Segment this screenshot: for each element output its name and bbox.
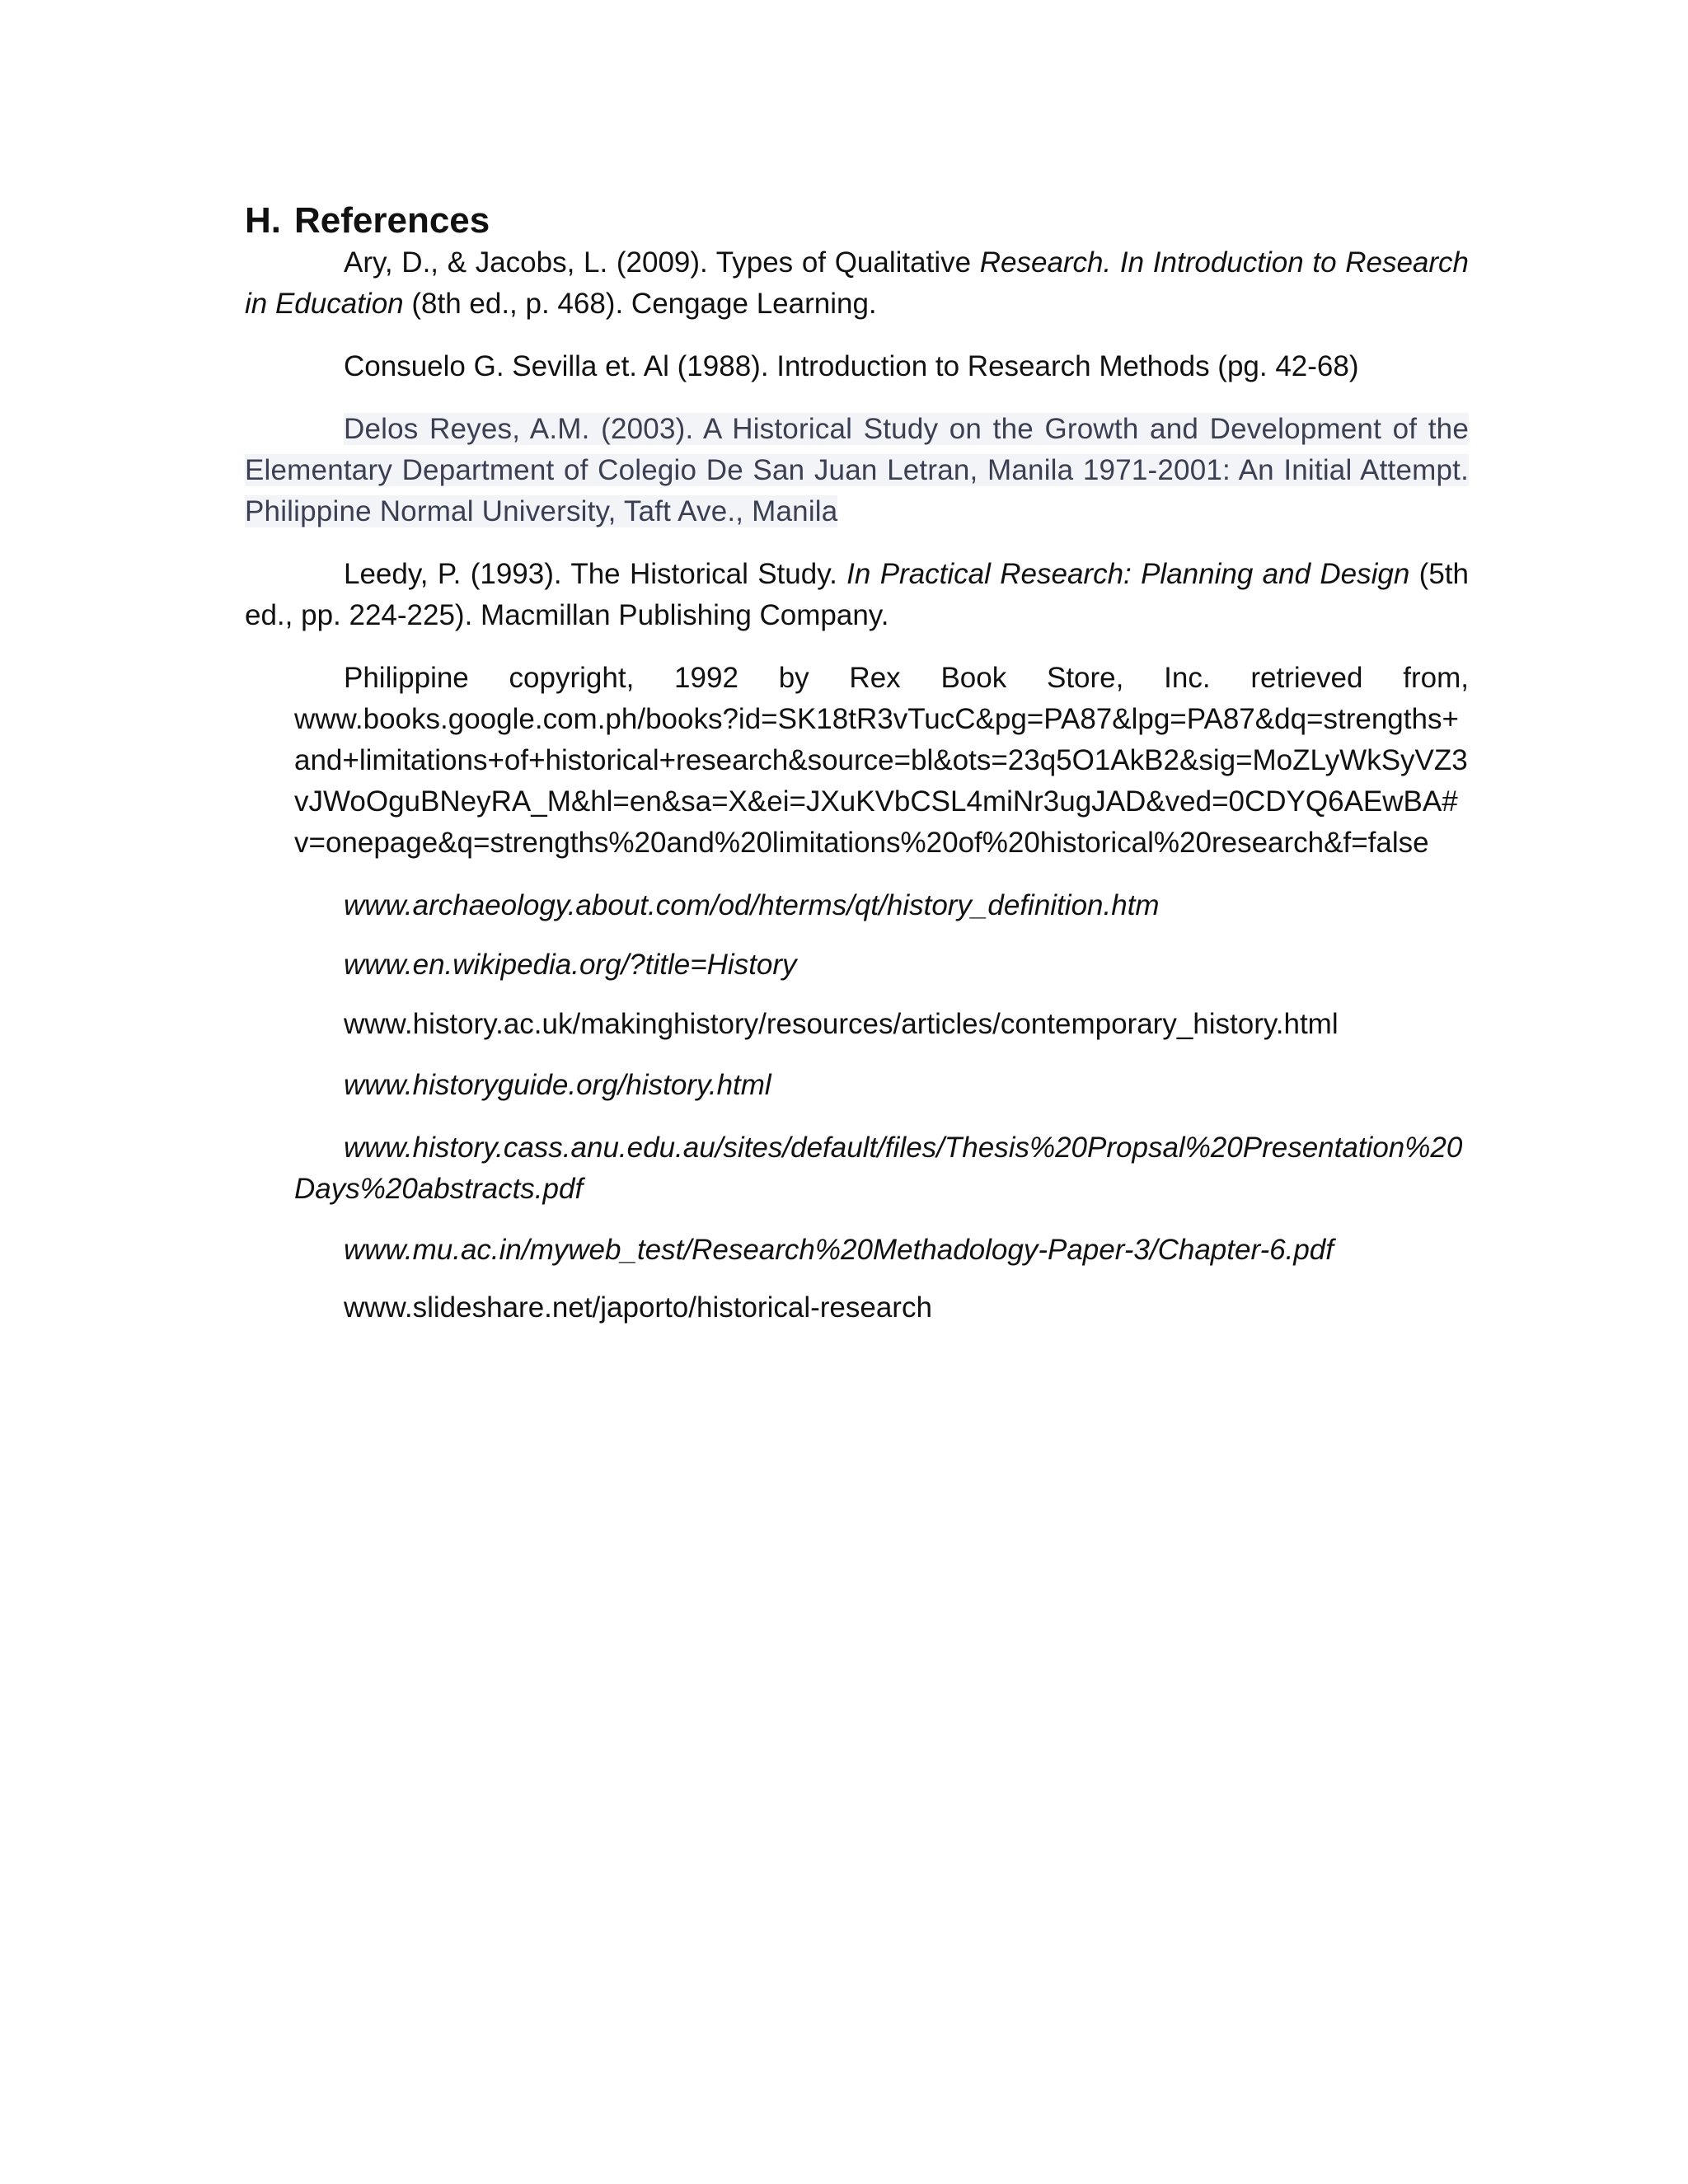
wikipedia-link[interactable]: www.en.wikipedia.org/?title=History	[344, 949, 797, 981]
archaeology-link[interactable]: www.archaeology.about.com/od/hterms/qt/history_definition.htm	[344, 889, 1160, 921]
history-ac-uk-link[interactable]: www.history.ac.uk/makinghistory/resources/articles/contemporary_history.html	[344, 1008, 1339, 1040]
reference-delos-reyes	[245, 409, 1469, 532]
slideshare-link[interactable]: www.slideshare.net/japorto/historical-research	[344, 1291, 932, 1324]
reference-ary-title: Research. In Introduction to Research in Education	[245, 246, 1469, 320]
mu-ac-in-link[interactable]: www.mu.ac.in/myweb_test/Research%20Methadology-Paper-3/Chapter-6.pdf	[344, 1234, 1334, 1266]
google-books-link[interactable]: www.books.google.com.ph/books?id=SK18tR3vTucC&pg=PA87&lpg=PA87&dq=strengths+and+limitations+of+historical+research&source=bl&ots=23q5O1AkB2&sig=MoZLyWkSyVZ3vJWoOguBNeyRA_M&hl=en&sa=X&ei=JXuKVbCSL4miNr3ugJAD&ved=0CDYQ6AEwBA#v=onepage&q=strengths%20and%20limitations%20of%20historical%20research&f=false	[294, 703, 1468, 859]
reference-ary	[245, 242, 1469, 325]
section-title: References	[294, 200, 490, 241]
reference-philippine-copyright	[245, 658, 1469, 864]
reference-leedy-title: In Practical Research: Planning and Design	[846, 558, 1410, 590]
section-heading	[245, 198, 1469, 244]
reference-leedy-text: Leedy, P. (1993). The Historical Study.	[344, 558, 847, 590]
anu-thesis-link[interactable]: www.history.cass.anu.edu.au/sites/default/files/Thesis%20Propsal%20Presentation%20Days%20abstracts.pdf	[294, 1132, 1463, 1205]
highlighted-reference-text: Delos Reyes, A.M. (2003). A Historical Study on the Growth and Development of the Elementary Department of Colegio De San Juan Letran, Manila 1971-2001: An Initial Attempt. Philippine Normal University, Taft Ave., Manila	[245, 413, 1469, 527]
references-section	[245, 198, 1469, 1352]
historyguide-link[interactable]: www.historyguide.org/history.html	[344, 1069, 771, 1101]
reference-sevilla: Consuelo G. Sevilla et. Al (1988). Introduction to Research Methods (pg. 42-68)	[344, 350, 1359, 382]
reference-leedy	[245, 554, 1469, 636]
section-number: H.	[245, 200, 281, 241]
reference-ary-text: Ary, D., & Jacobs, L. (2009). Types of Qualitative	[344, 246, 980, 279]
reference-leedy-publisher: (5th ed., pp. 224-225). Macmillan Publishing Company.	[245, 558, 1469, 631]
reference-philippine-text: Philippine copyright, 1992 by Rex Book Store, Inc. retrieved from,	[344, 662, 1469, 694]
reference-ary-publisher: (8th ed., p. 468). Cengage Learning.	[403, 288, 877, 320]
